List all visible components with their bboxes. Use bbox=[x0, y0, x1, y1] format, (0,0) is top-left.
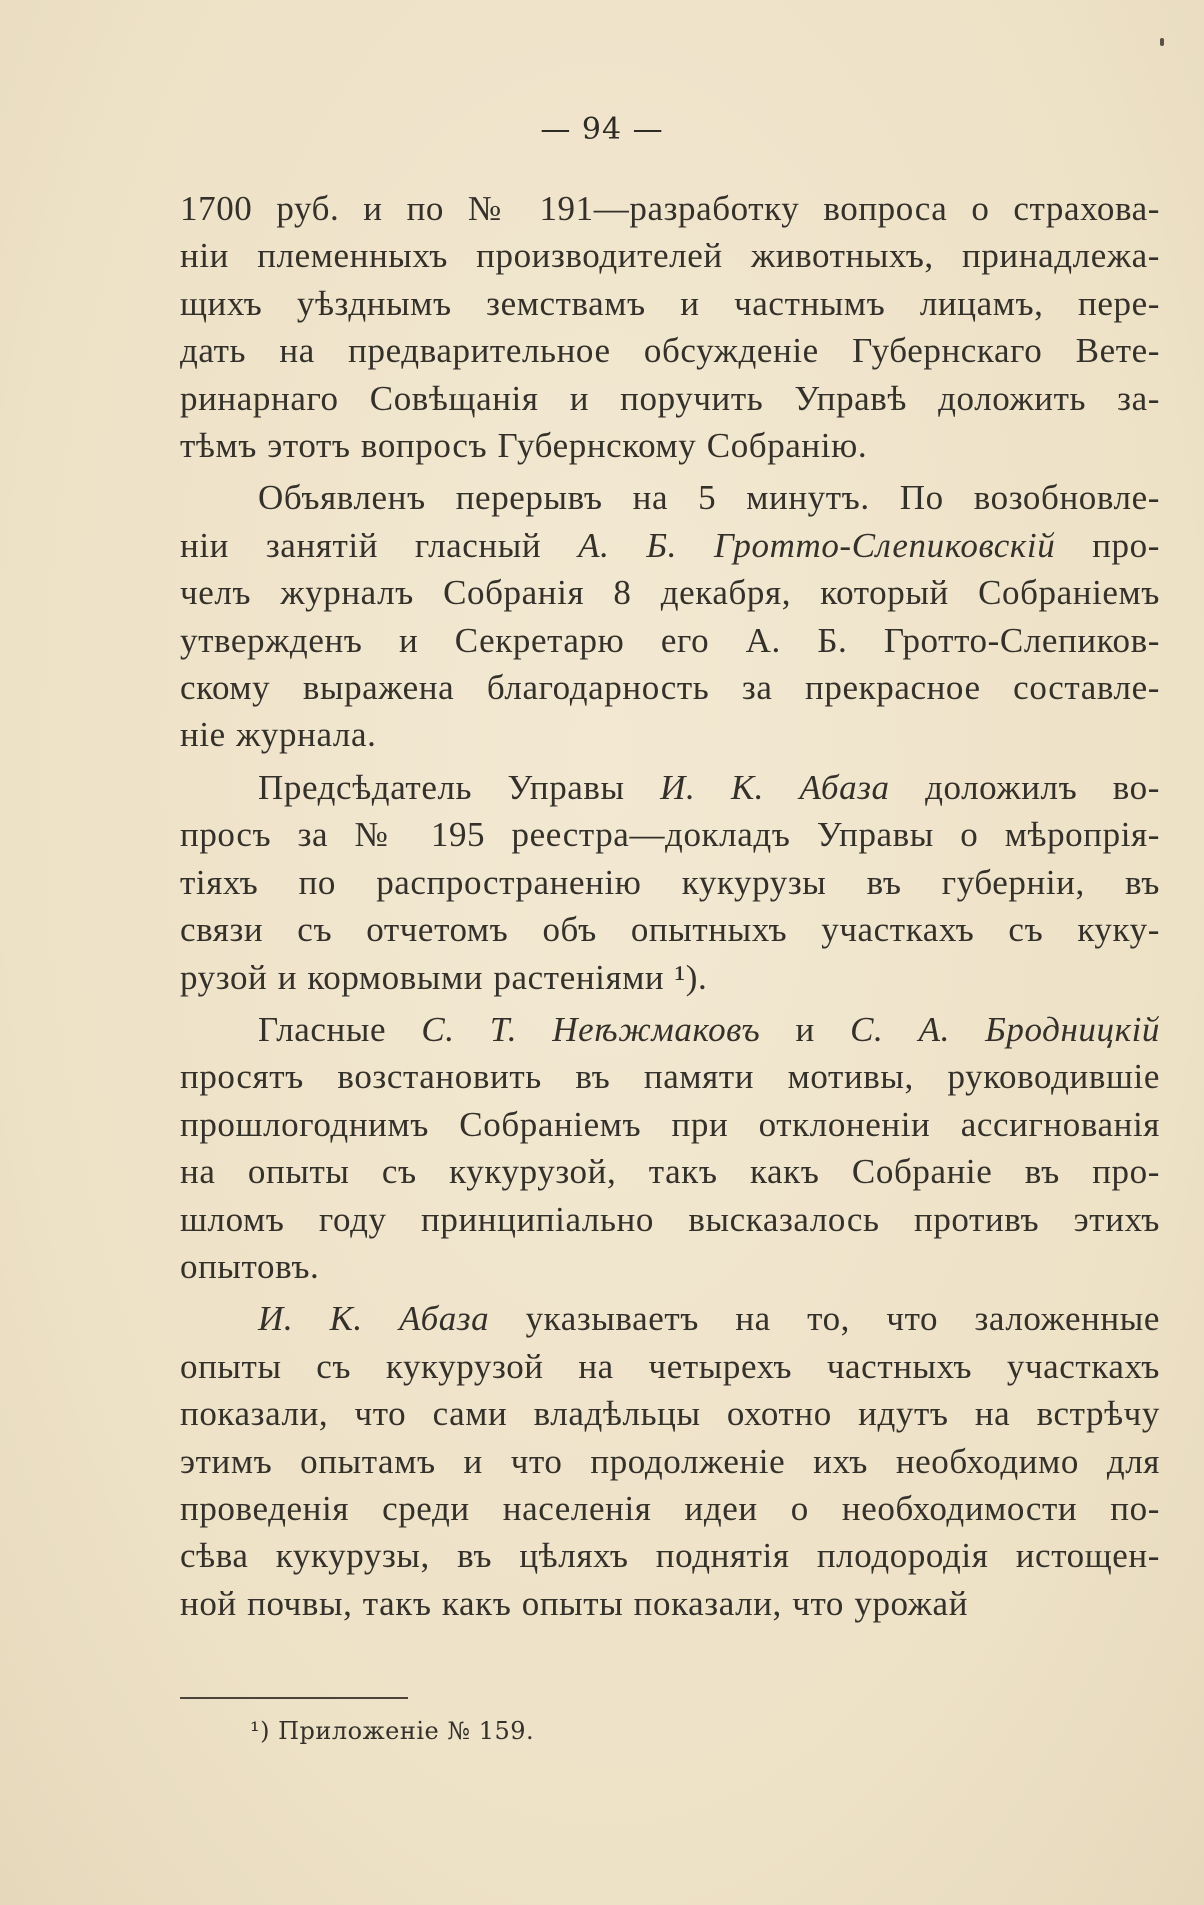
text-line: рузой и кормовыми растеніями ¹). bbox=[180, 957, 708, 997]
text-line: этимъ опытамъ и что продолженіе ихъ необходимо для bbox=[180, 1441, 1160, 1481]
page-number: — 94 — bbox=[540, 112, 664, 147]
text-line: опытовъ. bbox=[180, 1246, 320, 1286]
person-name: И. К. Абаза bbox=[660, 767, 890, 807]
footnote: ¹) Приложеніе № 159. bbox=[250, 1717, 535, 1745]
text-line: Гласные С. Т. Неѣжмаковъ и С. А. Бродницкій bbox=[258, 1009, 1160, 1049]
text-line: ной почвы, такъ какъ опыты показали, что урожай bbox=[180, 1583, 969, 1623]
paragraph bbox=[180, 764, 1160, 1001]
text-line: на опыты съ кукурузой, такъ какъ Собраніе въ про- bbox=[180, 1152, 1160, 1192]
paragraph bbox=[180, 185, 1160, 469]
body-text bbox=[180, 185, 1160, 1632]
text-line: челъ журналъ Собранія 8 декабря, который Собраніемъ bbox=[180, 573, 1160, 613]
text-line: щихъ уѣзднымъ земствамъ и частнымъ лицамъ, пере- bbox=[180, 283, 1160, 323]
text-line: скому выражена благодарность за прекрасное составле- bbox=[180, 668, 1160, 708]
text-line: ніи племенныхъ производителей животныхъ, принадлежа- bbox=[180, 236, 1160, 276]
text-line: просятъ возстановить въ памяти мотивы, руководившіе bbox=[180, 1057, 1160, 1097]
text-line: утвержденъ и Секретарю его А. Б. Гротто-Слепиков- bbox=[180, 620, 1160, 660]
text-line: тіяхъ по распространенію кукурузы въ губерніи, въ bbox=[180, 862, 1160, 902]
text-line: шломъ году принципіально высказалось противъ этихъ bbox=[180, 1199, 1160, 1239]
text-line: прошлогоднимъ Собраніемъ при отклоненіи ассигнованія bbox=[180, 1104, 1160, 1144]
text-line: дать на предварительное обсужденіе Губернскаго Вете- bbox=[180, 331, 1160, 371]
text-line: сѣва кукурузы, въ цѣляхъ поднятія плодородія истощен- bbox=[180, 1536, 1160, 1576]
person-name: И. К. Абаза bbox=[258, 1299, 490, 1339]
text-line: Объявленъ перерывъ на 5 минутъ. По возобновле- bbox=[258, 478, 1160, 518]
footnote-rule bbox=[180, 1697, 408, 1699]
text-line: ніе журнала. bbox=[180, 715, 377, 755]
paragraph bbox=[180, 1295, 1160, 1627]
text-line: Предсѣдатель Управы И. К. Абаза доложилъ во- bbox=[258, 767, 1160, 807]
text-line: проведенія среди населенія идеи о необходимости по- bbox=[180, 1488, 1160, 1528]
person-name: С. А. Бродницкій bbox=[850, 1009, 1160, 1049]
text-line: 1700 руб. и по № 191—разработку вопроса о страхова- bbox=[180, 189, 1160, 228]
ink-speck bbox=[1160, 38, 1164, 46]
text-line: тѣмъ этотъ вопросъ Губернскому Собранію. bbox=[180, 426, 868, 466]
person-name: А. Б. Гротто-Слепиковскій bbox=[578, 525, 1056, 565]
text-line: ніи занятій гласный А. Б. Гротто-Слепиковскій про- bbox=[180, 525, 1160, 565]
text-line: опыты съ кукурузой на четырехъ частныхъ участкахъ bbox=[180, 1346, 1160, 1386]
paragraph bbox=[180, 474, 1160, 758]
text-line: показали, что сами владѣльцы охотно идутъ на встрѣчу bbox=[180, 1394, 1160, 1434]
paragraph bbox=[180, 1006, 1160, 1290]
text-line: связи съ отчетомъ объ опытныхъ участкахъ съ куку- bbox=[180, 910, 1160, 950]
text-line: ринарнаго Совѣщанія и поручить Управѣ доложить за- bbox=[180, 378, 1160, 418]
person-name: С. Т. Неѣжмаковъ bbox=[421, 1009, 761, 1049]
text-line: И. К. Абаза указываетъ на то, что заложенные bbox=[258, 1299, 1160, 1339]
text-line: просъ за № 195 реестра—докладъ Управы о мѣропрія- bbox=[180, 815, 1160, 855]
